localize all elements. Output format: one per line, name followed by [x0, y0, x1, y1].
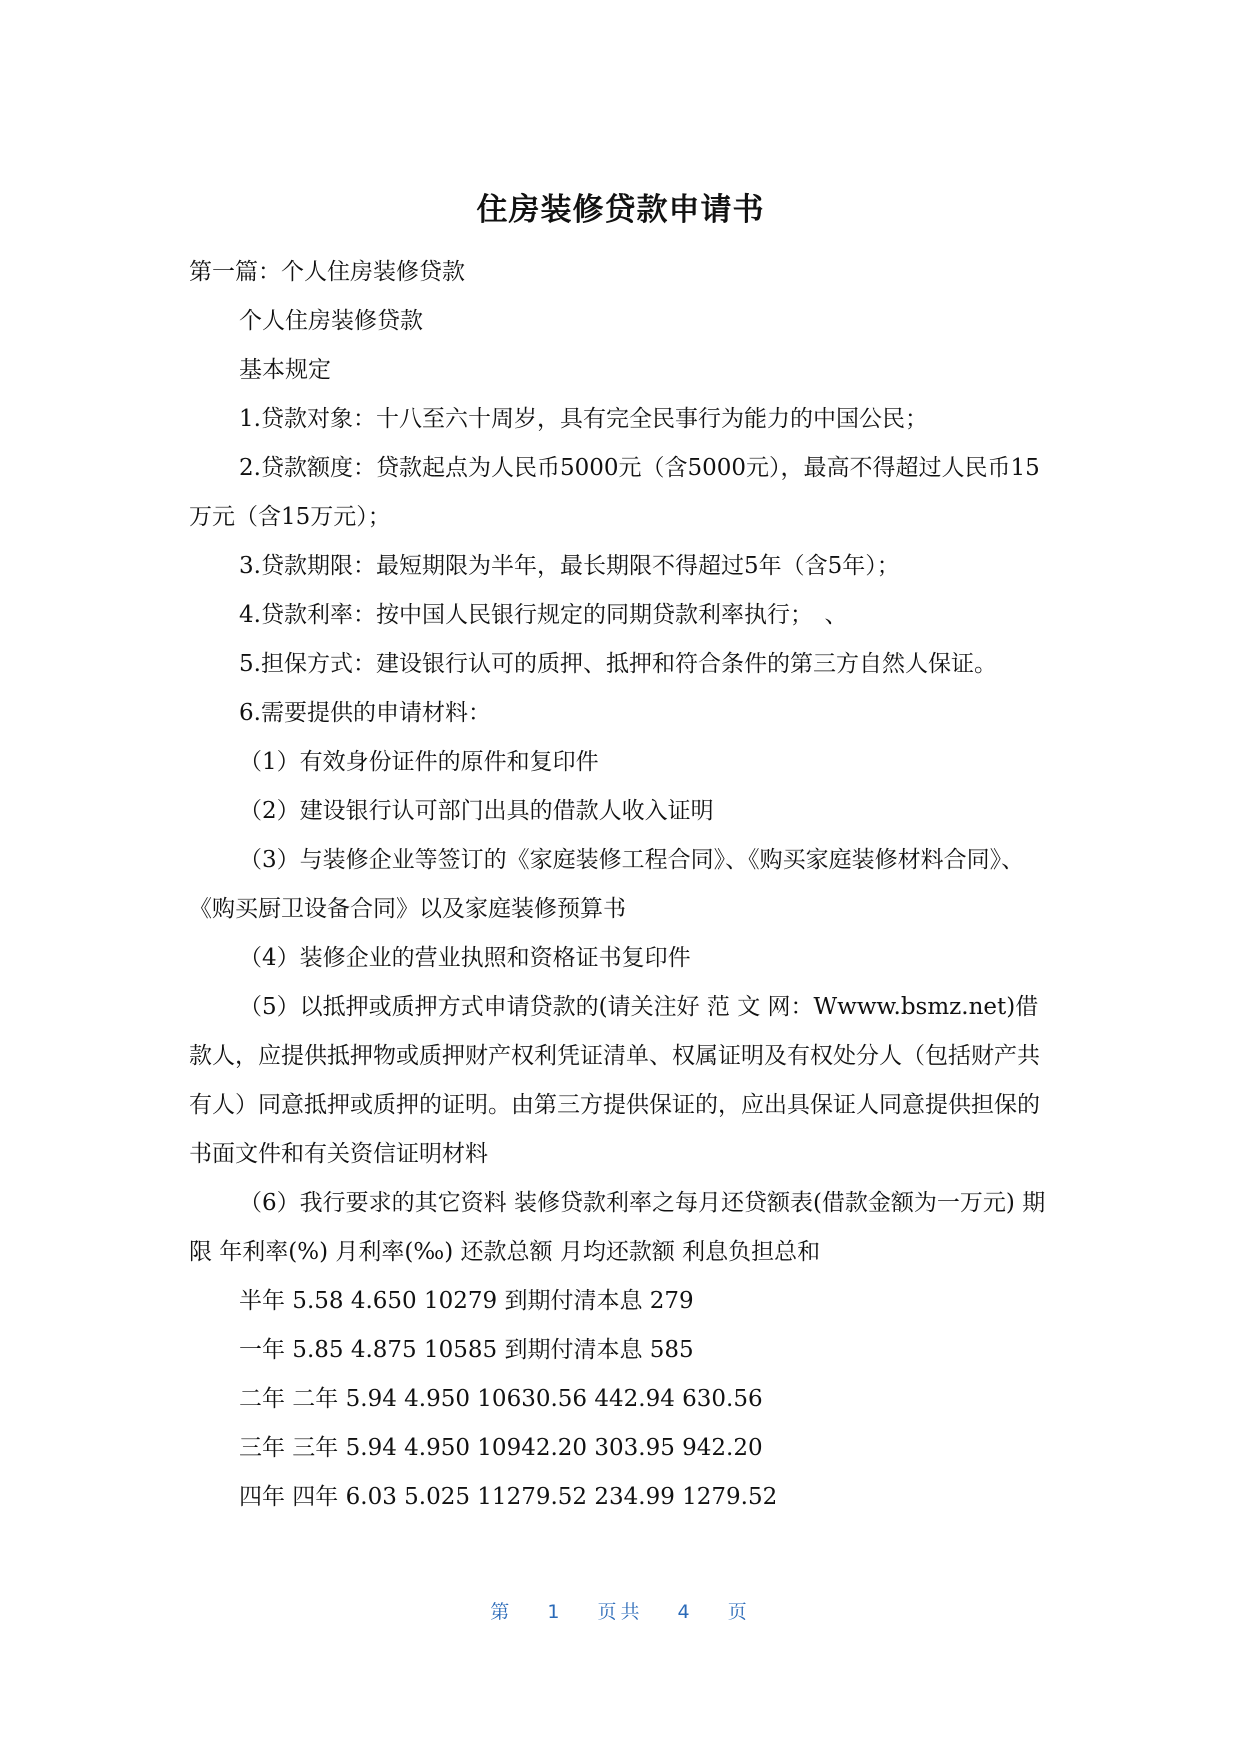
list-item: （2）建设银行认可部门出具的借款人收入证明 [239, 798, 714, 824]
paragraph: 2.贷款额度：贷款起点为人民币5000元（含5000元），最高不得超过人民币15万元（含15万元）； [189, 455, 1040, 530]
paragraph: 3.贷款期限：最短期限为半年，最长期限不得超过5年（含5年）； [239, 553, 900, 579]
list-item: （4）装修企业的营业执照和资格证书复印件 [239, 945, 691, 971]
rate-row: 二年 二年 5.94 4.950 10630.56 442.94 630.56 [239, 1386, 763, 1412]
rate-row: 一年 5.85 4.875 10585 到期付清本息 585 [239, 1337, 694, 1363]
document-title: 住房装修贷款申请书 [476, 192, 765, 228]
footer-page-number: 1 [547, 1601, 564, 1623]
footer-total-pages: 4 [677, 1601, 694, 1623]
rate-row: 三年 三年 5.94 4.950 10942.20 303.95 942.20 [239, 1435, 763, 1461]
footer-page-of: 页共 [597, 1601, 644, 1623]
footer-page-label: 第 [490, 1601, 514, 1623]
paragraph: 1.贷款对象：十八至六十周岁，具有完全民事行为能力的中国公民； [239, 406, 928, 432]
list-item: （6）我行要求的其它资料 装修贷款利率之每月还贷额表(借款金额为一万元) 期限 年利率(%) 月利率(‰) 还款总额 月均还款额 利息负担总和 [189, 1190, 1046, 1265]
list-item: （3）与装修企业等签订的《家庭装修工程合同》、《购买家庭装修材料合同》、《购买厨卫设备合同》以及家庭装修预算书 [189, 847, 1025, 922]
footer-page-suffix: 页 [727, 1601, 751, 1623]
list-item: （5）以抵押或质押方式申请贷款的(请关注好 范 文 网：Wwww.bsmz.net)借款人，应提供抵押物或质押财产权利凭证清单、权属证明及有权处分人（包括财产共有人）同意抵押或质押的证明。由第三方提供保证的，应出具保证人同意提供担保的书面文件和有关资信证明材料 [189, 994, 1040, 1167]
rate-row: 四年 四年 6.03 5.025 11279.52 234.99 1279.52 [239, 1484, 778, 1510]
paragraph: 6.需要提供的申请材料： [239, 700, 491, 726]
section-heading: 第一篇：个人住房装修贷款 [189, 259, 465, 285]
document-body [189, 248, 1055, 1522]
list-item: （1）有效身份证件的原件和复印件 [239, 749, 599, 775]
paragraph: 4.贷款利率：按中国人民银行规定的同期贷款利率执行； 、 [239, 602, 848, 628]
page-footer [0, 1598, 1241, 1626]
paragraph: 5.担保方式：建设银行认可的质押、抵押和符合条件的第三方自然人保证。 [239, 651, 997, 677]
subsection-heading: 个人住房装修贷款 [239, 308, 423, 334]
rate-row: 半年 5.58 4.650 10279 到期付清本息 279 [239, 1288, 694, 1314]
subsection-heading: 基本规定 [239, 357, 331, 383]
